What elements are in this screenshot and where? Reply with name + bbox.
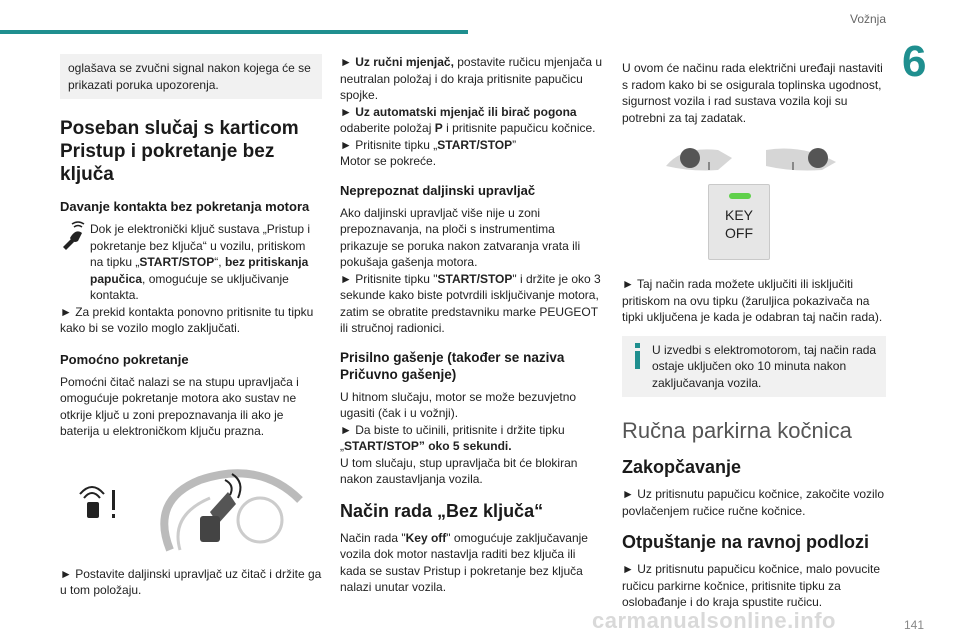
- key-off-led: [729, 193, 751, 199]
- column-right: [622, 60, 886, 611]
- key-off-label-2: OFF: [725, 225, 753, 241]
- chapter-number: 6: [902, 37, 927, 86]
- hold-start-stop-paragraph: ► Da biste to učinili, pritisnite i držite tipku „START/STOP” oko 5 sekundi.: [340, 422, 565, 453]
- engine-starts-text: Motor se pokreće.: [340, 154, 437, 168]
- thermal-comfort-illustration: [622, 140, 886, 174]
- heading-ignition-without-start: Davanje kontakta bez pokretanja motora: [60, 199, 310, 214]
- stop-ignition-paragraph: ► Za prekid kontakta ponovno pritisnite tu tipku kako bi se vozilo moglo zaključati.: [60, 304, 314, 335]
- key-off-label-1: KEY: [724, 207, 753, 223]
- info-note-box: U izvedbi s elektromotorom, taj način rada ostaje uključen oko 10 minuta nakon zaključavanja vozila.: [622, 336, 886, 398]
- toggle-key-off-paragraph: ► Taj način rada možete uključiti ili isključiti pritiskom na ovu tipku (žaruljica pokazivača na tipki uključena je kada je odabran taj način rada).: [622, 277, 883, 324]
- column-middle: [340, 54, 602, 596]
- key-off-button: [708, 184, 770, 260]
- ignition-paragraph: Dok je elektronički ključ sustava „Pristup i pokretanje bez ključa“ u vozilu, pritiskom na tipku „START/STOP“, bez pritiskanja papučica, omogućuje se uključivanje kontakta.: [60, 221, 322, 304]
- column-left: [60, 54, 322, 599]
- keyless-key-icon: [60, 221, 86, 251]
- heading-apply-brake: Zakopčavanje: [622, 457, 742, 477]
- backup-reader-illustration: [60, 460, 322, 552]
- key-off-button-figure: [622, 184, 886, 260]
- watermark: carmanualsonline.info: [592, 608, 836, 633]
- steering-locked-paragraph: U tom slučaju, stup upravljača bit će blokiran nakon zaustavljanja vozila.: [340, 455, 578, 486]
- dashboard-comfort-image: [622, 140, 886, 174]
- key-off-description-paragraph: U ovom će načinu rada električni uređaji nastaviti s radom kako bi se osigurala toplinska ugodnost, sigurnost vozila i rad sustava vozila koji su potrebni za taj zadatak.: [622, 61, 883, 125]
- heading-remote-not-detected: Neprepoznat daljinski upravljač: [340, 182, 536, 198]
- steering-column-reader-image: [60, 460, 322, 552]
- remote-not-detected-paragraph: Ako daljinski upravljač više nije u zoni prepoznavanja, na ploči s instrumentima prikazuje se poruka nakon zatvaranja vrata ili pokušaja gašenja motora.: [340, 205, 581, 269]
- heading-keyless-mode: Način rada „Bez ključa“: [340, 500, 544, 521]
- info-icon: [630, 342, 644, 370]
- confirm-engine-off-paragraph: ► Pritisnite tipku "START/STOP" i držite je oko 3 sekunde kako biste potvrdili isključivanje motora, zatim se obratite predstavniku marke PEUGEOT ili stručnoj radionici.: [340, 271, 601, 335]
- key-off-mode-paragraph: Način rada "Key off" omogućuje zaključavanje vozila dok motor nastavlja raditi bez ključa ili kada se sustav Pristup i pokretanje bez ključa nalazi unutar vozila.: [340, 530, 588, 594]
- manual-gearbox-step: ► Uz ručni mjenjač, postavite ručicu mjenjača u neutralan položaj i do kraja pritisnite papučicu spojke.: [340, 55, 602, 102]
- press-start-step: ► Pritisnite tipku „START/STOP”: [340, 137, 517, 152]
- heading-keyless-special-case: Poseban slučaj s karticom Pristup i pokretanje bez ključa: [60, 118, 299, 185]
- release-brake-paragraph: ► Uz pritisnutu papučicu kočnice, malo povucite ručicu parkirne kočnice, pritisnite tipku za oslobađanje i do kraja spustite ručicu.: [622, 562, 880, 609]
- place-remote-paragraph: ► Postavite daljinski upravljač uz čitač i držite ga u tom položaju.: [60, 566, 322, 597]
- heading-parking-brake: Ručna parkirna kočnica: [622, 418, 852, 443]
- heading-forced-stop: Prisilno gašenje (također se naziva Pričuvno gašenje): [340, 349, 565, 382]
- heading-release-flat: Otpuštanje na ravnoj podlozi: [622, 532, 870, 552]
- section-title: Vožnja: [849, 12, 887, 26]
- heading-backup-start: Pomoćno pokretanje: [60, 351, 189, 367]
- header-accent-bar: [0, 30, 468, 34]
- automatic-gearbox-step: ► Uz automatski mjenjač ili birač pogona odaberite položaj P i pritisnite papučicu kočnice.: [340, 104, 596, 135]
- page-number: 141: [904, 618, 925, 632]
- note-box: oglašava se zvučni signal nakon kojega će se prikazati poruka upozorenja.: [60, 54, 322, 99]
- forced-stop-paragraph: U hitnom slučaju, motor se može bezuvjetno ugasiti (čak i u vožnji).: [340, 389, 577, 420]
- apply-brake-paragraph: ► Uz pritisnutu papučicu kočnice, zakočite vozilo povlačenjem ručice ručne kočnice.: [622, 487, 884, 518]
- backup-start-paragraph: Pomoćni čitač nalazi se na stupu upravljača i omogućuje pokretanje motora ako sustav ne otkrije ključ u zoni prepoznavanja ili ako je baterija u elektroničkom ključu prazna.: [60, 374, 299, 438]
